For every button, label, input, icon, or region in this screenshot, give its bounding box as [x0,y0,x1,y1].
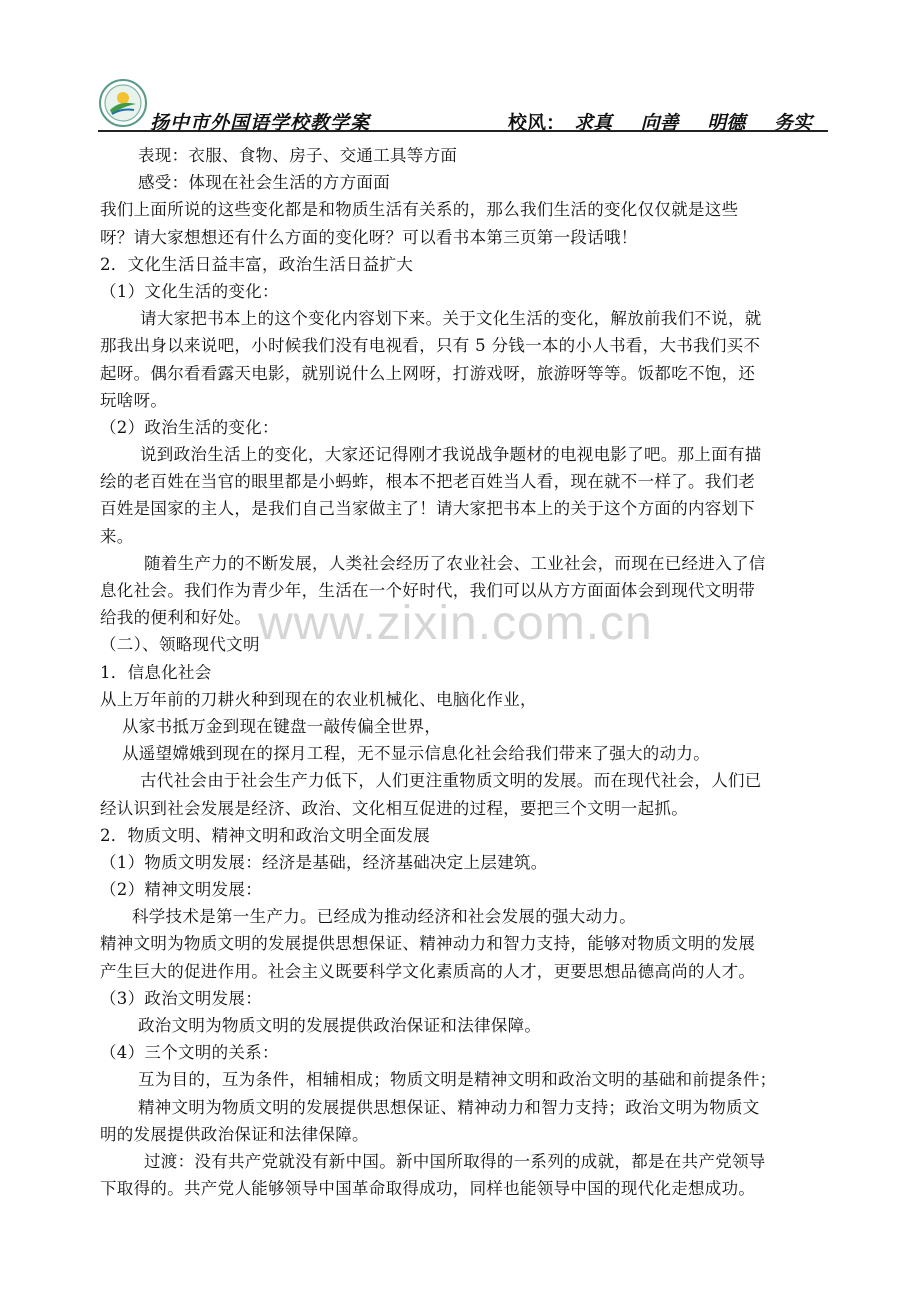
text-line: 来。 [100,526,134,546]
page-header [98,78,828,138]
section-heading: （二）、领略现代文明 [100,635,260,655]
section-heading: 1．信息化社会 [100,662,212,682]
text-line: 息化社会。我们作为青少年，生活在一个好时代，我们可以从方方面面体会到现代文明带 [100,581,756,600]
subsection-heading: （4）三个文明的关系： [100,1043,279,1063]
lesson-body [100,142,824,1202]
text-line: 明的发展提供政治保证和法律保障。 [100,1124,369,1144]
text-line: 精神文明为物质文明的发展提供思想保证、精神动力和智力支持；政治文明为物质文 [138,1097,760,1117]
text-line: 呀？请大家想想还有什么方面的变化呀？可以看书本第三页第一段话哦！ [100,227,638,247]
text-line: 过渡：没有共产党就没有新中国。新中国所取得的一系列的成就，都是在共产党领导 [144,1151,766,1171]
subsection-heading: （2）政治生活的变化： [100,417,279,437]
text-line: 表现：衣服、食物、房子、交通工具等方面 [138,146,458,165]
text-line: 从上万年前的刀耕火种到现在的农业机械化、电脑化作业， [100,689,537,709]
text-line: 那我出身以来说吧，小时候我们没有电视看，只有 5 分钱一本的小人书看，大书我们买不 [100,336,761,356]
text-line: 政治文明为物质文明的发展提供政治保证和法律保障。 [138,1016,542,1035]
text-line: 玩啥呀。 [100,390,168,410]
section-heading: 2．物质文明、精神文明和政治文明全面发展 [100,825,430,845]
school-name: 扬中市外国语学校教学案 [150,112,371,134]
subsection-heading: （2）精神文明发展： [100,880,262,900]
text-line: 感受：体现在社会生活的方方面面 [138,173,390,193]
text-line: 下取得的。共产党人能够领导中国革命取得成功，同样也能领导中国的现代化走想成功。 [100,1179,756,1199]
text-line: 请大家把书本上的这个变化内容划下来。关于文化生活的变化，解放前我们不说，就 [140,309,762,329]
motto-label: 校风： [508,112,566,134]
section-heading: 2．文化生活日益丰富，政治生活日益扩大 [100,254,414,274]
text-line: 说到政治生活上的变化，大家还记得刚才我说战争题材的电视电影了吧。那上面有描 [140,445,762,465]
text-line: 从遥望嫦娥到现在的探月工程，无不显示信息化社会给我们带来了强大的动力。 [122,744,710,764]
text-line: 精神文明为物质文明的发展提供思想保证、精神动力和智力支持，能够对物质文明的发展 [100,934,756,954]
text-line: 从家书抵万金到现在键盘一敲传偏全世界， [122,716,442,736]
text-line: 给我的便利和好处。 [100,608,252,628]
text-line: 我们上面所说的这些变化都是和物质生活有关系的，那么我们生活的变化仅仅就是这些 [100,200,739,220]
school-logo-icon [98,78,148,128]
subsection-heading: （1）物质文明发展：经济是基础，经济基础决定上层建筑。 [100,852,548,872]
subsection-heading: （1）文化生活的变化： [100,281,279,301]
text-line: 科学技术是第一生产力。已经成为推动经济和社会发展的强大动力。 [132,907,636,927]
text-line: 经认识到社会发展是经济、政治、文化相互促进的过程，要把三个文明一起抓。 [100,798,688,818]
text-line: 古代社会由于社会生产力低下，人们更注重物质文明的发展。而在现代社会，人们已 [140,771,762,791]
text-line: 绘的老百姓在当官的眼里都是小蚂蚱，根本不把老百姓当人看，现在就不一样了。我们老 [100,472,756,492]
text-line: 产生巨大的促进作用。社会主义既要科学文化素质高的人才，更要思想品德高尚的人才。 [100,961,756,981]
subsection-heading: （3）政治文明发展： [100,988,262,1008]
header-divider [98,130,828,132]
text-line: 随着生产力的不断发展，人类社会经历了农业社会、工业社会，而现在已经进入了信 [144,553,766,573]
text-line: 百姓是国家的主人，是我们自己当家做主了！请大家把书本上的关于这个方面的内容划下 [100,499,756,519]
text-line: 互为目的，互为条件，相辅相成；物质文明是精神文明和政治文明的基础和前提条件； [138,1070,777,1090]
watermark: www.zixin.com.cn [258,597,653,650]
school-motto: 求真 向善 明德 务实 [574,112,812,134]
text-line: 起呀。偶尔看看露天电影，就别说什么上网呀，打游戏呀，旅游呀等等。饭都吃不饱，还 [100,363,756,383]
